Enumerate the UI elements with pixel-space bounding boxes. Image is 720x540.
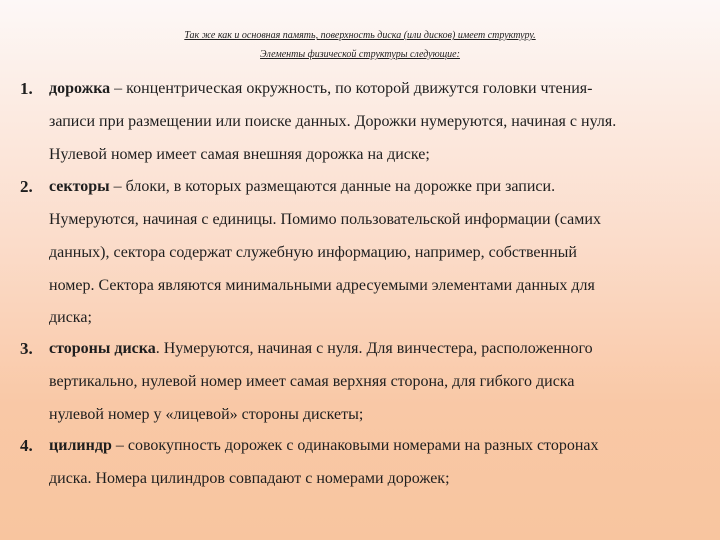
list-item-first-text: – блоки, в которых размещаются данные на дорожке при записи. bbox=[109, 178, 556, 195]
list-item-line: записи при размещении или поиске данных. Дорожки нумеруются, начиная с нуля. bbox=[49, 113, 617, 130]
list-item-first-text: – концентрическая окружность, по которой движутся головки чтения- bbox=[110, 80, 593, 97]
list-item-number: 4. bbox=[20, 436, 33, 455]
list-item-number: 1. bbox=[20, 79, 33, 98]
list-item-term: дорожка bbox=[49, 80, 111, 97]
list-item-first-line bbox=[49, 339, 593, 359]
heading-line-2: Элементы физической структуры следующие: bbox=[260, 49, 460, 60]
list-item-first-line bbox=[49, 79, 592, 99]
list-item-term: секторы bbox=[49, 178, 110, 195]
list-item-term: цилиндр bbox=[49, 437, 112, 454]
list-item-line: Нулевой номер имеет самая внешняя дорожка на диске; bbox=[49, 146, 430, 163]
list-item-line: нулевой номер у «лицевой» стороны дискеты; bbox=[49, 406, 364, 423]
list-item-line: вертикально, нулевой номер имеет самая верхняя сторона, для гибкого диска bbox=[49, 373, 575, 390]
list-item-first-line bbox=[49, 436, 599, 456]
list-item-line: данных), сектора содержат служебную информацию, например, собственный bbox=[49, 244, 577, 261]
list-item-first-line bbox=[49, 177, 555, 197]
list-item-number: 2. bbox=[20, 177, 33, 196]
list-item-line: диска; bbox=[49, 309, 92, 326]
list-item-line: Нумеруются, начиная с единицы. Помимо пользовательской информации (самих bbox=[49, 211, 601, 228]
list-item-term: стороны диска bbox=[49, 340, 156, 357]
list-item-first-text: . Нумеруются, начиная с нуля. Для винчестера, расположенного bbox=[155, 340, 593, 357]
heading-line-1: Так же как и основная память, поверхность диска (или дисков) имеет структуру. bbox=[184, 30, 536, 41]
list-item-line: диска. Номера цилиндров совпадают с номерами дорожек; bbox=[49, 470, 450, 487]
list-item-first-text: – совокупность дорожек с одинаковыми номерами на разных сторонах bbox=[111, 437, 599, 454]
list-item-line: номер. Сектора являются минимальными адресуемыми элементами данных для bbox=[49, 277, 595, 294]
list-item-number: 3. bbox=[20, 339, 33, 358]
